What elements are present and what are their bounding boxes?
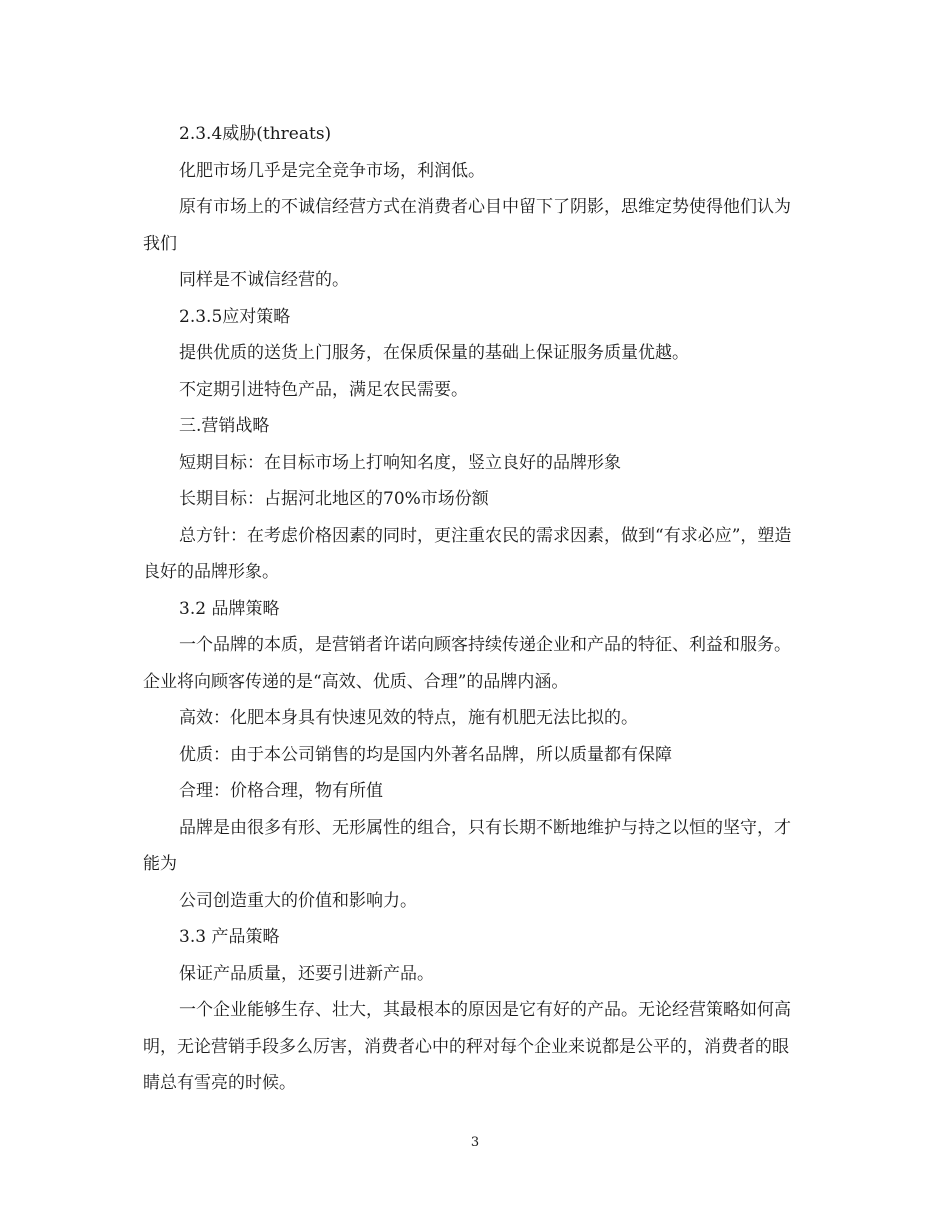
paragraph: 一个品牌的本质，是营销者许诺向顾客持续传递企业和产品的特征、利益和服务。企业将向顾客传递的是“高效、优质、合理”的品牌内涵。	[143, 635, 791, 692]
heading-brand-strategy: 3.2 品牌策略	[179, 598, 280, 619]
heading-threats: 2.3.4威胁(threats)	[179, 124, 332, 144]
document-body	[143, 116, 803, 1102]
paragraph: 优质：由于本公司销售的均是国内外著名品牌，所以质量都有保障	[179, 744, 672, 765]
paragraph: 公司创造重大的价值和影响力。	[179, 890, 417, 911]
heading-product-strategy: 3.3 产品策略	[179, 927, 280, 947]
page-number: 3	[470, 1135, 480, 1150]
paragraph: 合理：价格合理，物有所值	[179, 781, 383, 801]
paragraph: 总方针：在考虑价格因素的同时，更注重农民的需求因素，做到“有求必应”，塑造良好的品牌形象。	[143, 525, 792, 582]
paragraph: 化肥市场几乎是完全竞争市场，利润低。	[179, 160, 485, 181]
paragraph: 长期目标：占据河北地区的70%市场份额	[179, 489, 489, 509]
paragraph: 高效：化肥本身具有快速见效的特点，施有机肥无法比拟的。	[179, 708, 638, 728]
paragraph: 原有市场上的不诚信经营方式在消费者心目中留下了阴影，思维定势使得他们认为我们	[143, 197, 791, 254]
paragraph: 一个企业能够生存、壮大，其最根本的原因是它有好的产品。无论经营策略如何高明，无论营销手段多么厉害，消费者心中的秤对每个企业来说都是公平的，消费者的眼睛总有雪亮的时候。	[143, 1000, 791, 1093]
paragraph: 同样是不诚信经营的。	[179, 270, 349, 290]
heading-marketing-strategy: 三.营销战略	[179, 416, 270, 436]
paragraph: 品牌是由很多有形、无形属性的组合，只有长期不断地维护与持之以恒的坚守，才能为	[143, 817, 791, 874]
heading-response-strategy: 2.3.5应对策略	[179, 306, 291, 327]
paragraph: 保证产品质量，还要引进新产品。	[179, 963, 434, 984]
paragraph: 短期目标：在目标市场上打响知名度，竖立良好的品牌形象	[179, 452, 621, 473]
paragraph: 不定期引进特色产品，满足农民需要。	[179, 379, 468, 400]
paragraph: 提供优质的送货上门服务，在保质保量的基础上保证服务质量优越。	[179, 343, 689, 363]
